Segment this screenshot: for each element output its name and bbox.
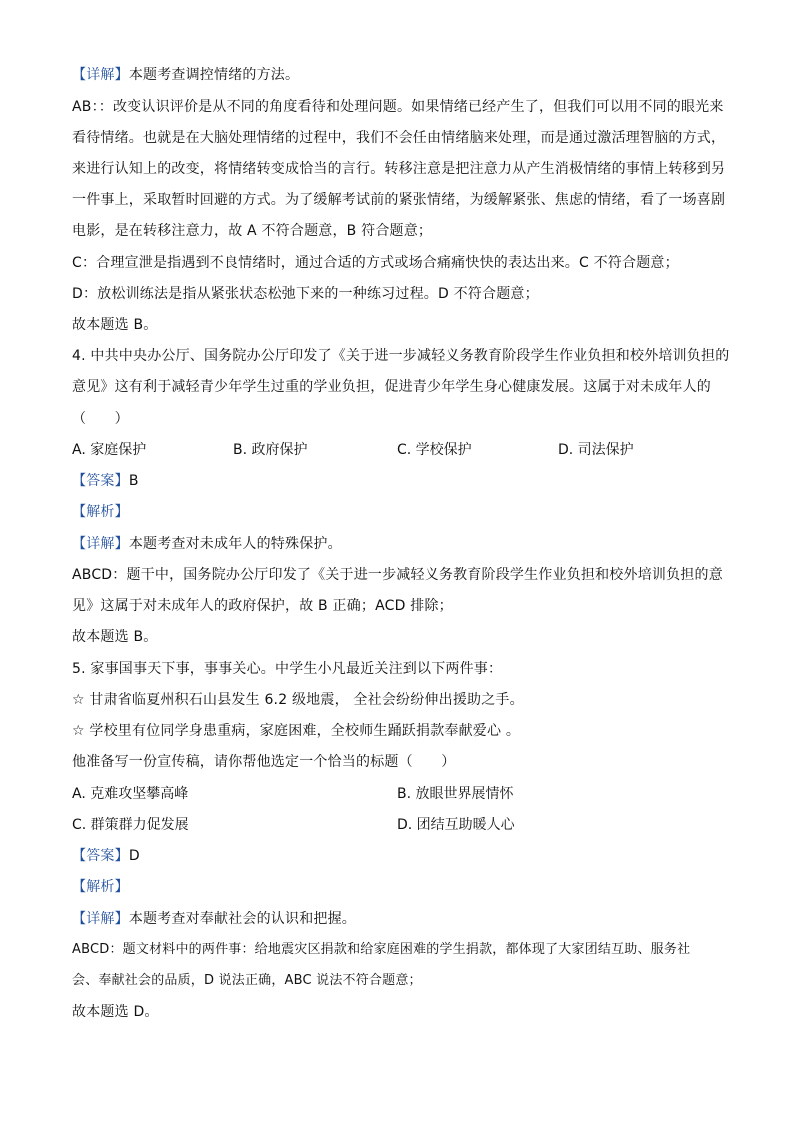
explanation-line: AB：：改变认识评价是从不同的角度看待和处理问题。如果情绪已经产生了，但我们可以用不同的眼光来 [72,99,724,115]
conclusion-line: 故本题选 B。 [72,317,158,333]
detail-tag: 【详解】 [72,67,129,83]
answer-value: B [128,473,139,489]
conclusion-line: 故本题选 B。 [72,629,158,645]
answer-value: D [128,848,140,864]
question-stem: 4. 中共中央办公厅、国务院办公厅印发了《关于进一步减轻义务教育阶段学生作业负担和校外培训负担的 [72,348,730,364]
explanation-line: 来进行认知上的改变，将情绪转变成恰当的言行。转移注意是把注意力从产生消极情绪的事情上转移到另 [72,161,726,177]
detail-tag: 【详解】 [72,911,129,927]
explanation-line: 一件事上，采取暂时回避的方式。为了缓解考试前的紧张情绪，为缓解紧张、焦虑的情绪，看了一场喜剧 [72,192,726,208]
conclusion-line: 故本题选 D。 [72,1004,159,1020]
analysis-tag: 【解析】 [72,879,129,895]
event-item: ☆ 学校里有位同学身患重病，家庭困难，全校师生踊跃捐款奉献爱心 。 [72,723,521,739]
detail-heading [72,535,342,553]
option-a: A. 克难攻坚攀高峰 [72,786,189,802]
analysis-tag: 【解析】 [72,504,129,520]
option-c: C. 学校保护 [397,442,472,458]
explanation-line: ABCD：题干中，国务院办公厅印发了《关于进一步减轻义务教育阶段学生作业负担和校外培训负担的意 [72,567,723,583]
detail-heading [72,910,356,928]
detail-tag: 【详解】 [72,536,129,552]
explanation-line: 见》这属于对未成年人的政府保护，故 B 正确；ACD 排除； [72,598,453,614]
explanation-line: ABCD：题文材料中的两件事：给地震灾区捐款和给家庭困难的学生捐款，都体现了大家团结互助、服务社 [72,942,691,957]
event-item: ☆ 甘肃省临夏州积石山县发生 6.2 级地震， 全社会纷纷伸出援助之手。 [72,692,524,708]
answer-tag: 【答案】 [72,473,129,489]
answer-tag: 【答案】 [72,848,129,864]
option-d: D. 团结互助暖人心 [397,817,515,833]
explanation-line: D：放松训练法是指从紧张状态松弛下来的一种练习过程。D 不符合题意； [72,286,539,302]
option-b: B. 政府保护 [233,442,308,458]
explanation-line: C：合理宣泄是指遇到不良情绪时，通过合适的方式或场合痛痛快快的表达出来。C 不符合题意； [72,255,679,271]
option-a: A. 家庭保护 [72,442,147,458]
question-stem: 5. 家事国事天下事，事事关心。中学生小凡最近关注到以下两件事： [72,661,503,677]
option-b: B. 放眼世界展情怀 [397,786,514,802]
question-stem: 意见》这有利于减轻青少年学生过重的学业负担，促进青少年学生身心健康发展。这属于对未成年人的 [72,379,711,395]
answer-line [72,472,139,490]
option-c: C. 群策群力促发展 [72,817,189,833]
explanation-line: 电影，是在转移注意力，故 A 不符合题意，B 符合题意； [72,223,433,239]
detail-text: 本题考查对奉献社会的认识和把握。 [128,911,357,927]
detail-text: 本题考查对未成年人的特殊保护。 [128,536,342,552]
answer-blank: （ ） [72,411,129,427]
question-stem: 他准备写一份宣传稿，请你帮他选定一个恰当的标题（ ） [72,754,456,770]
explanation-line: 会、奉献社会的品质，D 说法正确，ABC 说法不符合题意； [72,973,422,988]
answer-line [72,847,140,865]
detail-text: 本题考查调控情绪的方法。 [128,67,300,83]
explanation-line: 看待情绪。也就是在大脑处理情绪的过程中，我们不会任由情绪脑来处理，而是通过激活理智脑的方式， [72,130,726,146]
detail-heading [72,66,299,84]
option-d: D. 司法保护 [558,442,634,458]
